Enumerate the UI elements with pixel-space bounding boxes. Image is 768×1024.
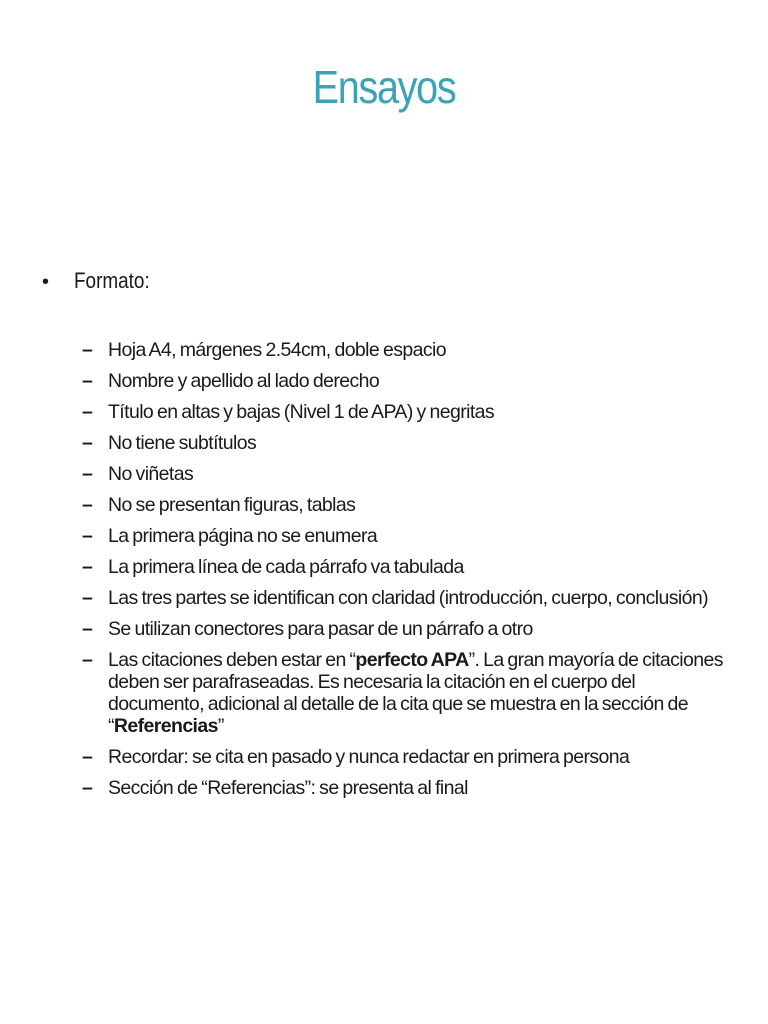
list-item-text: Se utilizan conectores para pasar de un párrafo a otro xyxy=(108,618,533,640)
bullet-label: Formato: xyxy=(74,268,150,293)
list-item xyxy=(82,525,732,547)
citations-text-part1: Las citaciones deben estar en “ xyxy=(108,649,356,671)
dash-marker: – xyxy=(82,525,93,547)
list-item xyxy=(82,339,732,361)
bullet-formato xyxy=(42,268,162,294)
list-item-text: La primera página no se enumera xyxy=(108,525,378,547)
list-item xyxy=(82,401,732,423)
citations-text-part3: ” xyxy=(217,715,224,737)
list-item-text xyxy=(108,649,732,737)
citations-text-part2: ”. La gran mayoría de citaciones deben ser parafraseadas. Es necesaria la citación en el cuerpo del documento, adicional al detalle de la cita que se muestra en la sección de “ xyxy=(108,649,723,737)
dash-marker: – xyxy=(82,401,93,423)
list-item-text: Las tres partes se identifican con claridad (introducción, cuerpo, conclusión) xyxy=(108,587,708,609)
list-item xyxy=(82,463,732,485)
list-item xyxy=(82,494,732,516)
format-sublist xyxy=(82,339,732,808)
dash-marker: – xyxy=(82,463,93,485)
emphasis-perfecto-apa: perfecto APA xyxy=(355,649,469,671)
slide-title: Ensayos xyxy=(312,61,456,113)
dash-marker: – xyxy=(82,432,93,454)
dash-marker: – xyxy=(82,339,93,361)
dash-marker: – xyxy=(82,618,93,640)
list-item xyxy=(82,432,732,454)
list-item xyxy=(82,587,732,609)
list-item xyxy=(82,777,732,799)
bullet-dot: • xyxy=(42,271,50,293)
dash-marker: – xyxy=(82,370,93,392)
list-item-citations xyxy=(82,649,732,737)
list-item-text: Título en altas y bajas (Nivel 1 de APA) y negritas xyxy=(108,401,495,423)
list-item-text: Nombre y apellido al lado derecho xyxy=(108,370,380,392)
list-item-text: No se presentan figuras, tablas xyxy=(108,494,356,516)
list-item-text: No viñetas xyxy=(108,463,194,485)
dash-marker: – xyxy=(82,587,93,609)
dash-marker: – xyxy=(82,556,93,578)
emphasis-referencias: Referencias xyxy=(113,715,218,737)
list-item-text: La primera línea de cada párrafo va tabulada xyxy=(108,556,464,578)
list-item-text: No tiene subtítulos xyxy=(108,432,257,454)
list-item xyxy=(82,746,732,768)
list-item-text: Recordar: se cita en pasado y nunca redactar en primera persona xyxy=(108,746,630,768)
dash-marker: – xyxy=(82,494,93,516)
dash-marker: – xyxy=(82,649,93,671)
list-item xyxy=(82,618,732,640)
list-item-text: Sección de “Referencias”: se presenta al final xyxy=(108,777,468,799)
list-item-text: Hoja A4, márgenes 2.54cm, doble espacio xyxy=(108,339,446,361)
list-item xyxy=(82,556,732,578)
list-item xyxy=(82,370,732,392)
dash-marker: – xyxy=(82,746,93,768)
dash-marker: – xyxy=(82,777,93,799)
